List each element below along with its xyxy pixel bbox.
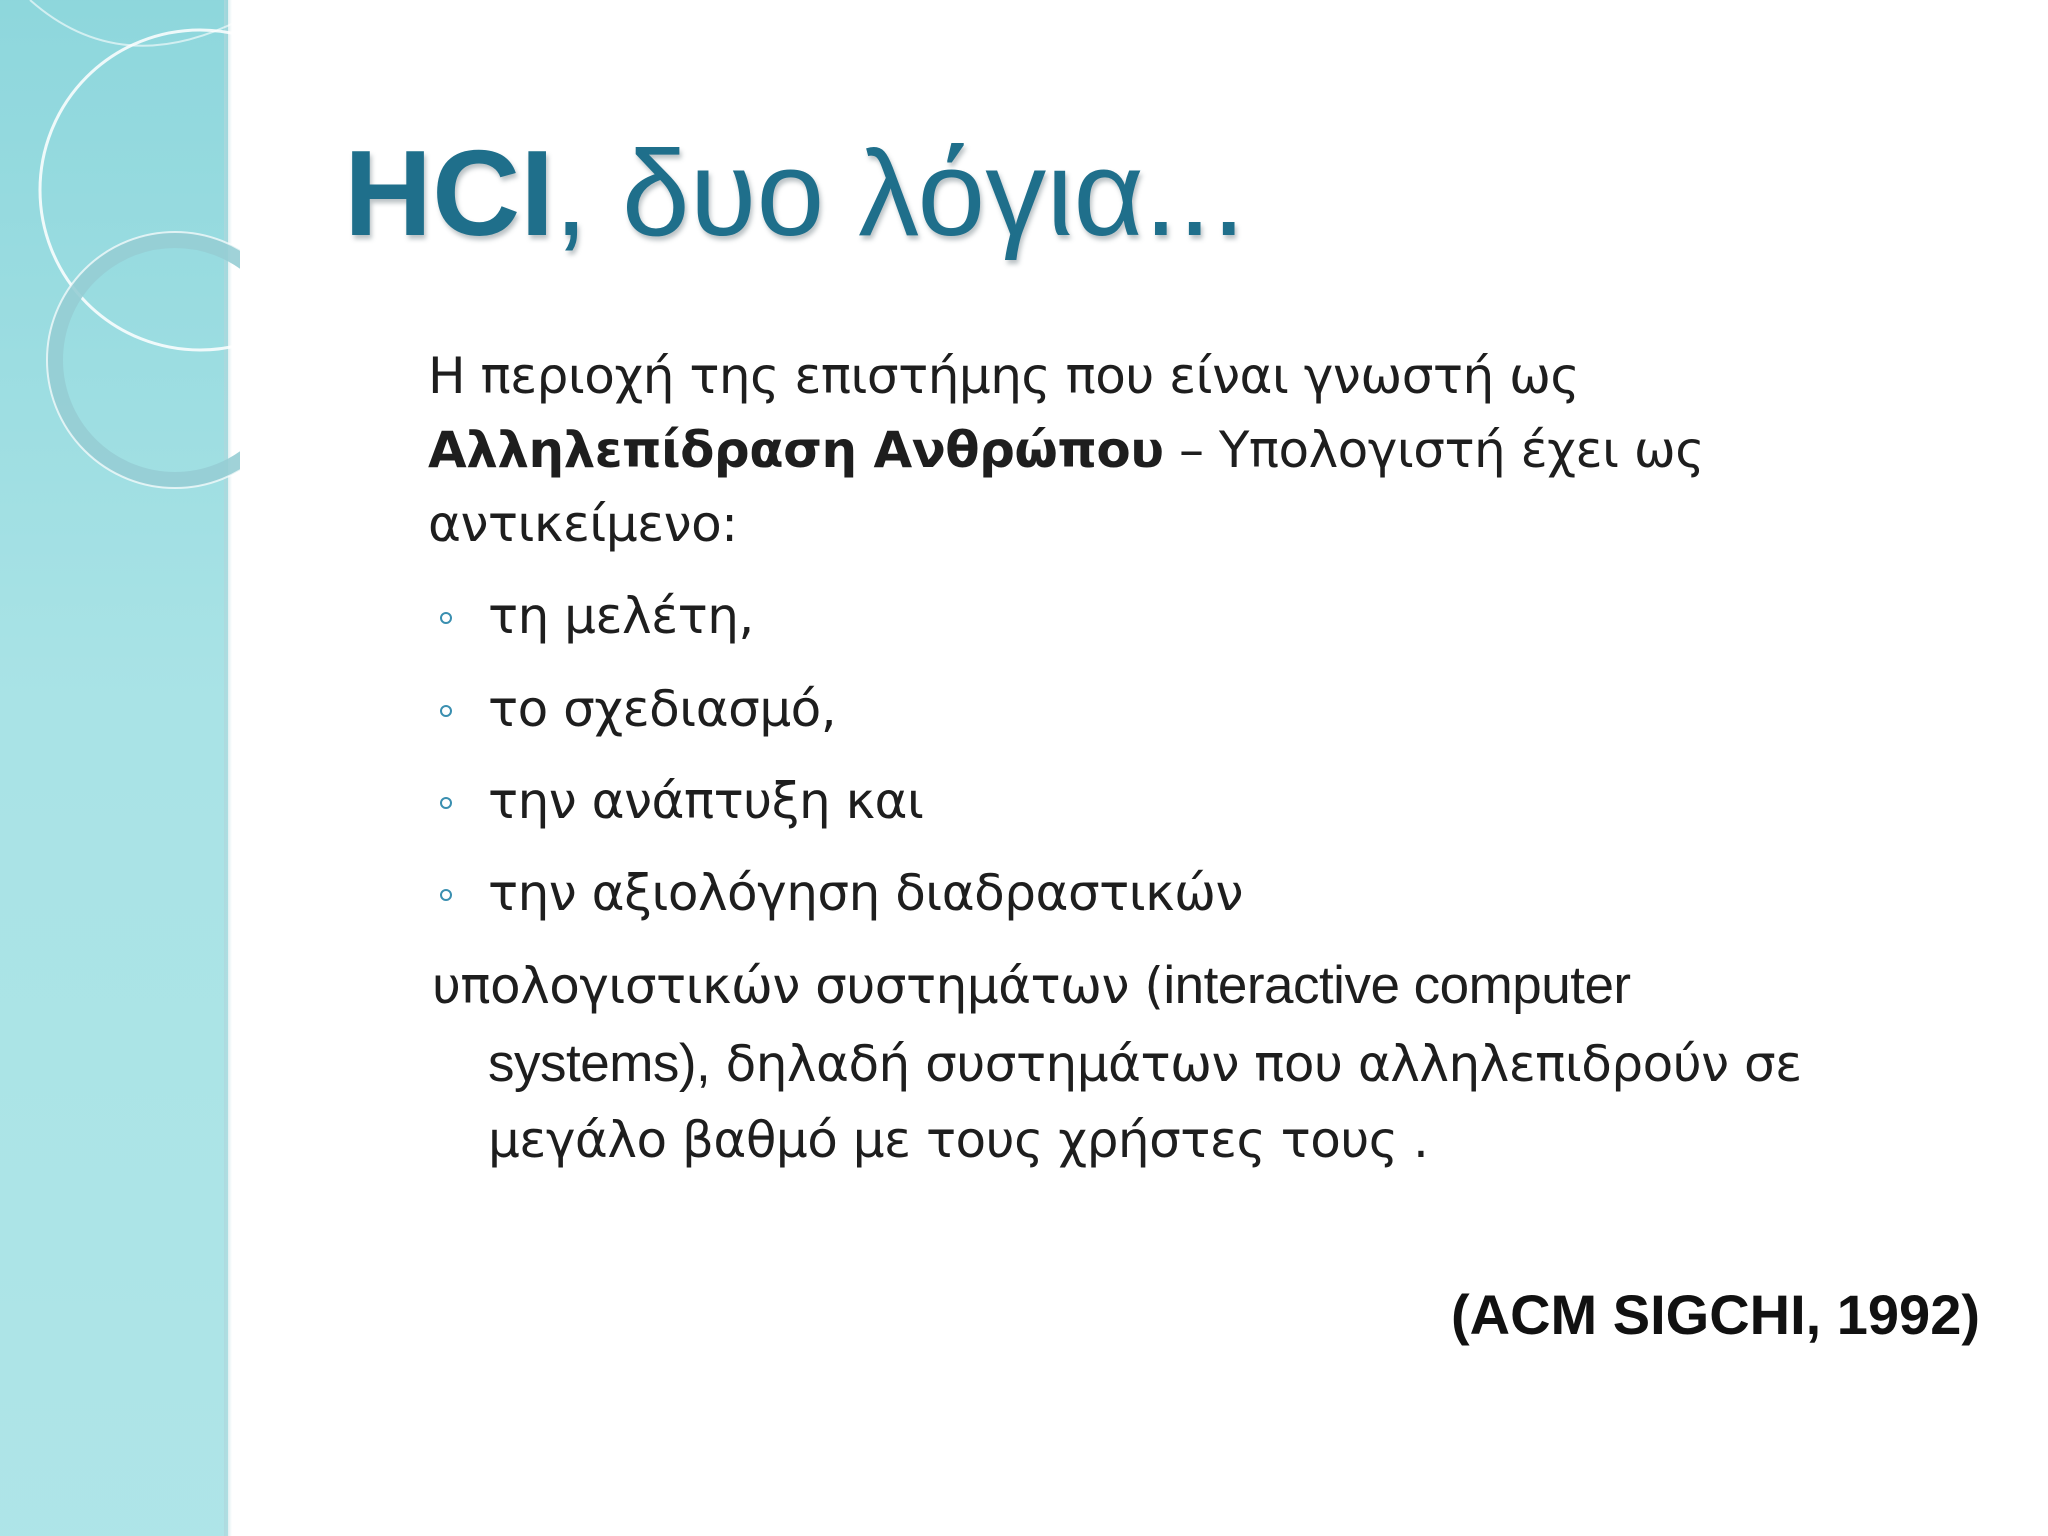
bullet-marker — [440, 612, 452, 624]
intro-line-1: Η περιοχή της επιστήμης που είναι γνωστή ως — [428, 347, 1580, 405]
title-rest: , δυο λόγια... — [554, 125, 1246, 261]
bullet-item-4: την αξιολόγηση διαδραστικών — [488, 864, 1243, 922]
intro-line-3: αντικείμενο: — [428, 495, 738, 553]
intro-bold-term: Αλληλεπίδραση Ανθρώπου — [428, 421, 1164, 479]
continuation-greek-2: δηλαδή συστημάτων που αλληλεπιδρούν σε — [710, 1035, 1802, 1093]
bullet-item-3: την ανάπτυξη και — [488, 772, 924, 830]
continuation-line-2 — [488, 1032, 1802, 1096]
continuation-latin-2: systems), — [488, 1034, 711, 1093]
title-acronym: HCI — [344, 125, 555, 261]
bullet-item-2: το σχεδιασμό, — [488, 680, 837, 738]
continuation-greek-1: υπολογιστικών συστημάτων ( — [432, 957, 1164, 1015]
bullet-marker — [440, 705, 452, 717]
intro-line-2-rest: – Υπολογιστή έχει ως — [1163, 421, 1705, 479]
continuation-latin-1: interactive computer — [1163, 956, 1631, 1015]
bullet-item-1: τη μελέτη, — [488, 587, 754, 645]
bullet-marker — [440, 889, 452, 901]
citation: (ACM SIGCHI, 1992) — [1451, 1283, 1980, 1346]
continuation-line-1 — [432, 954, 1631, 1018]
slide-title — [344, 118, 1246, 268]
bullet-marker — [440, 797, 452, 809]
intro-line-2 — [428, 418, 1704, 482]
decorative-circles — [0, 0, 240, 520]
continuation-line-3: μεγάλο βαθμό με τους χρήστες τους . — [488, 1111, 1429, 1169]
